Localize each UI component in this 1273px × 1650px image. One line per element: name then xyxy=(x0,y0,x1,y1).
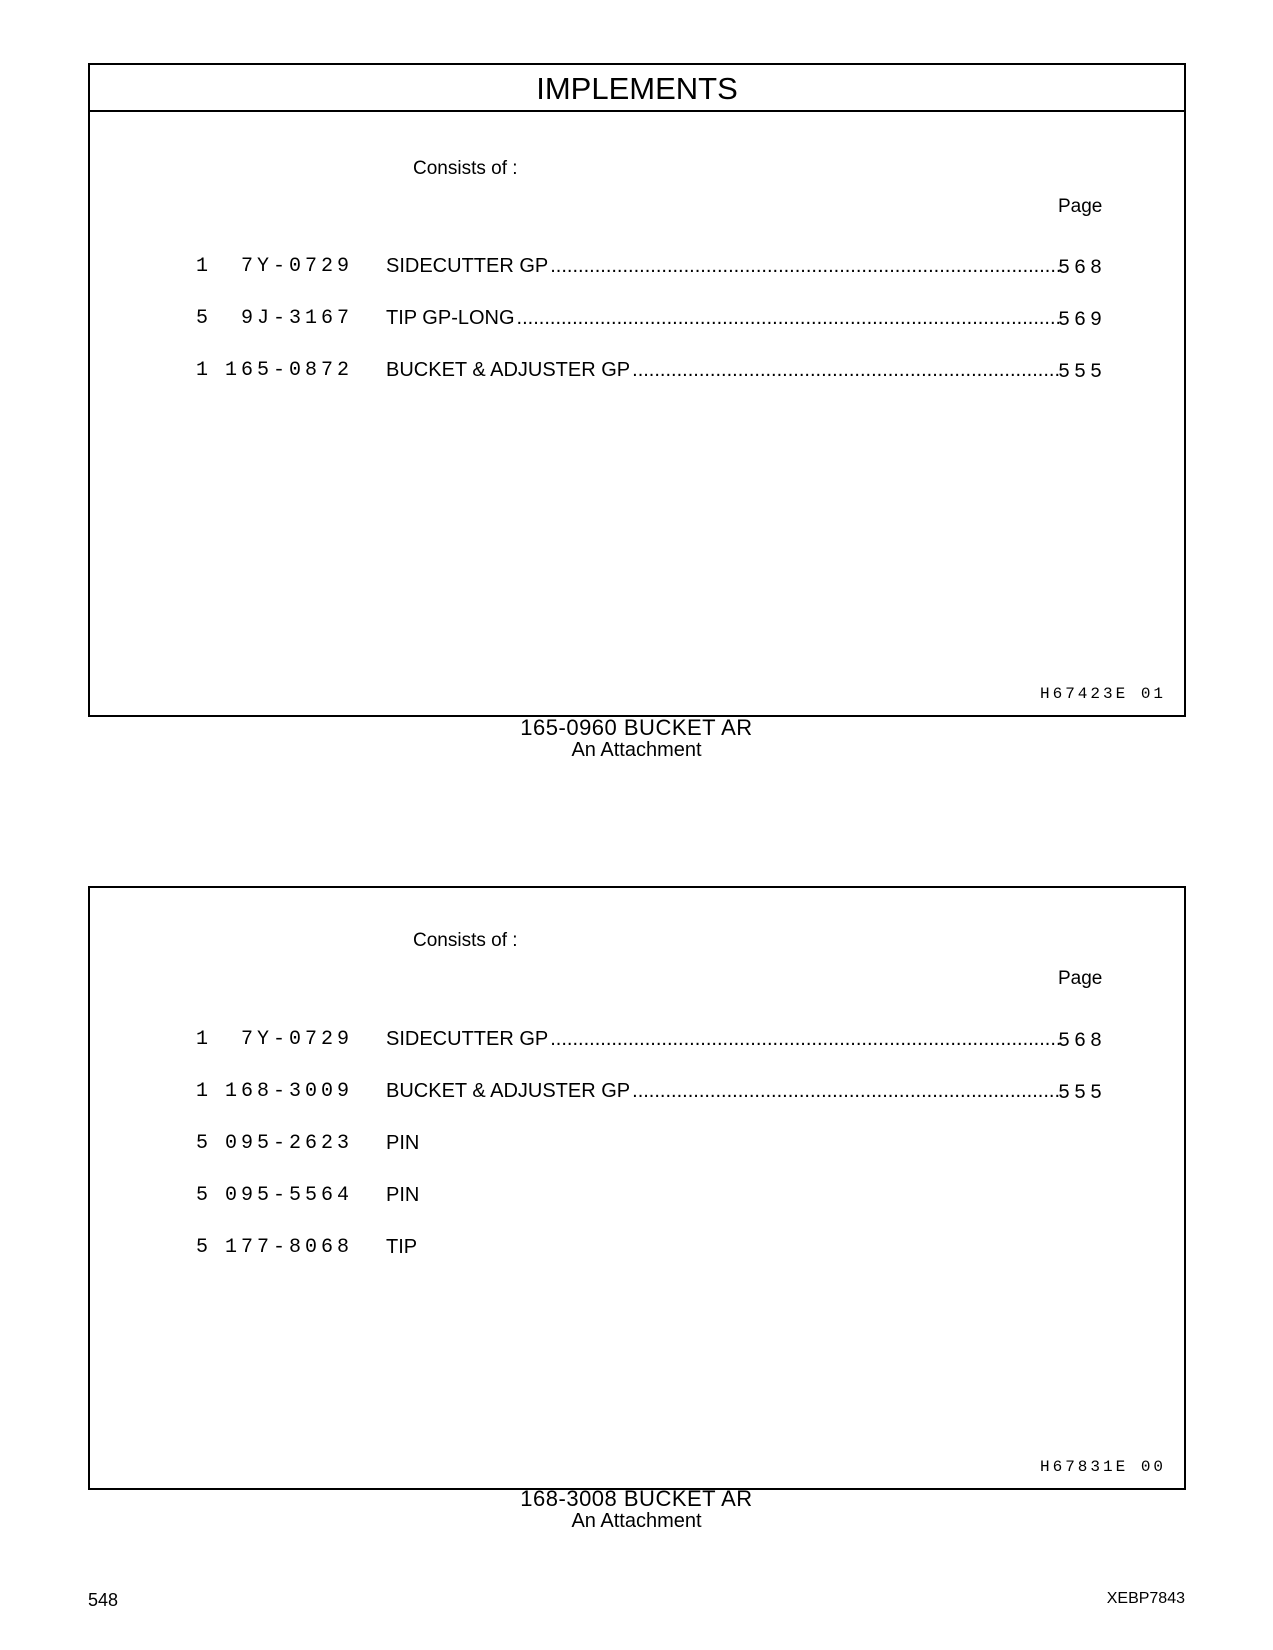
parts-row xyxy=(90,1080,1184,1132)
parts-row xyxy=(90,1184,1184,1236)
drawing-code: H67423E 01 xyxy=(1040,685,1167,703)
consists-label: Consists of : xyxy=(413,930,518,951)
description: BUCKET & ADJUSTER GP ..... xyxy=(386,359,1062,382)
figure-caption xyxy=(0,716,1273,760)
page-ref: 555 xyxy=(1058,1082,1107,1105)
description: SIDECUTTER GP ..... xyxy=(386,255,1062,278)
page-column-header: Page xyxy=(1058,196,1103,217)
parts-row xyxy=(90,307,1184,359)
caption-title: 168-3008 BUCKET AR xyxy=(520,1486,753,1511)
part-number: 095-2623 xyxy=(224,1132,353,1155)
quantity: 1 xyxy=(196,359,209,382)
parts-box-1 xyxy=(88,63,1186,717)
page-ref: 569 xyxy=(1058,309,1107,332)
parts-list xyxy=(90,1028,1184,1288)
description: PIN xyxy=(386,1132,420,1154)
parts-row xyxy=(90,1236,1184,1288)
description: BUCKET & ADJUSTER GP ..... xyxy=(386,1080,1062,1103)
page-column-header: Page xyxy=(1058,968,1103,989)
part-number: 177-8068 xyxy=(224,1236,353,1259)
description: TIP GP-LONG ..... xyxy=(386,307,1062,330)
drawing-code: H67831E 00 xyxy=(1040,1458,1167,1476)
caption-subtitle: An Attachment xyxy=(571,739,702,761)
parts-list xyxy=(90,255,1184,411)
description: PIN xyxy=(386,1184,420,1206)
quantity: 1 xyxy=(196,1028,209,1051)
page-ref: 568 xyxy=(1058,1030,1107,1053)
quantity: 1 xyxy=(196,1080,209,1103)
part-number: 168-3009 xyxy=(224,1080,353,1103)
parts-row xyxy=(90,1132,1184,1184)
figure-caption xyxy=(0,1487,1273,1531)
part-number: 7Y-0729 xyxy=(240,255,353,278)
parts-row xyxy=(90,359,1184,411)
page-number: 548 xyxy=(88,1590,119,1610)
description: SIDECUTTER GP ..... xyxy=(386,1028,1062,1051)
document-code: XEBP7843 xyxy=(1106,1590,1185,1607)
parts-row xyxy=(90,1028,1184,1080)
part-number: 165-0872 xyxy=(224,359,353,382)
part-number: 095-5564 xyxy=(224,1184,353,1207)
parts-box-2 xyxy=(88,886,1186,1490)
quantity: 5 xyxy=(196,1132,209,1155)
description: TIP xyxy=(386,1236,418,1258)
caption-subtitle: An Attachment xyxy=(571,1510,702,1532)
quantity: 5 xyxy=(196,1236,209,1259)
part-number: 9J-3167 xyxy=(240,307,353,330)
consists-label: Consists of : xyxy=(413,158,518,179)
quantity: 5 xyxy=(196,307,209,330)
quantity: 1 xyxy=(196,255,209,278)
part-number: 7Y-0729 xyxy=(240,1028,353,1051)
quantity: 5 xyxy=(196,1184,209,1207)
caption-title: 165-0960 BUCKET AR xyxy=(520,715,753,740)
page-ref: 555 xyxy=(1058,361,1107,384)
page-ref: 568 xyxy=(1058,257,1107,280)
parts-row xyxy=(90,255,1184,307)
section-title: IMPLEMENTS xyxy=(90,65,1184,112)
